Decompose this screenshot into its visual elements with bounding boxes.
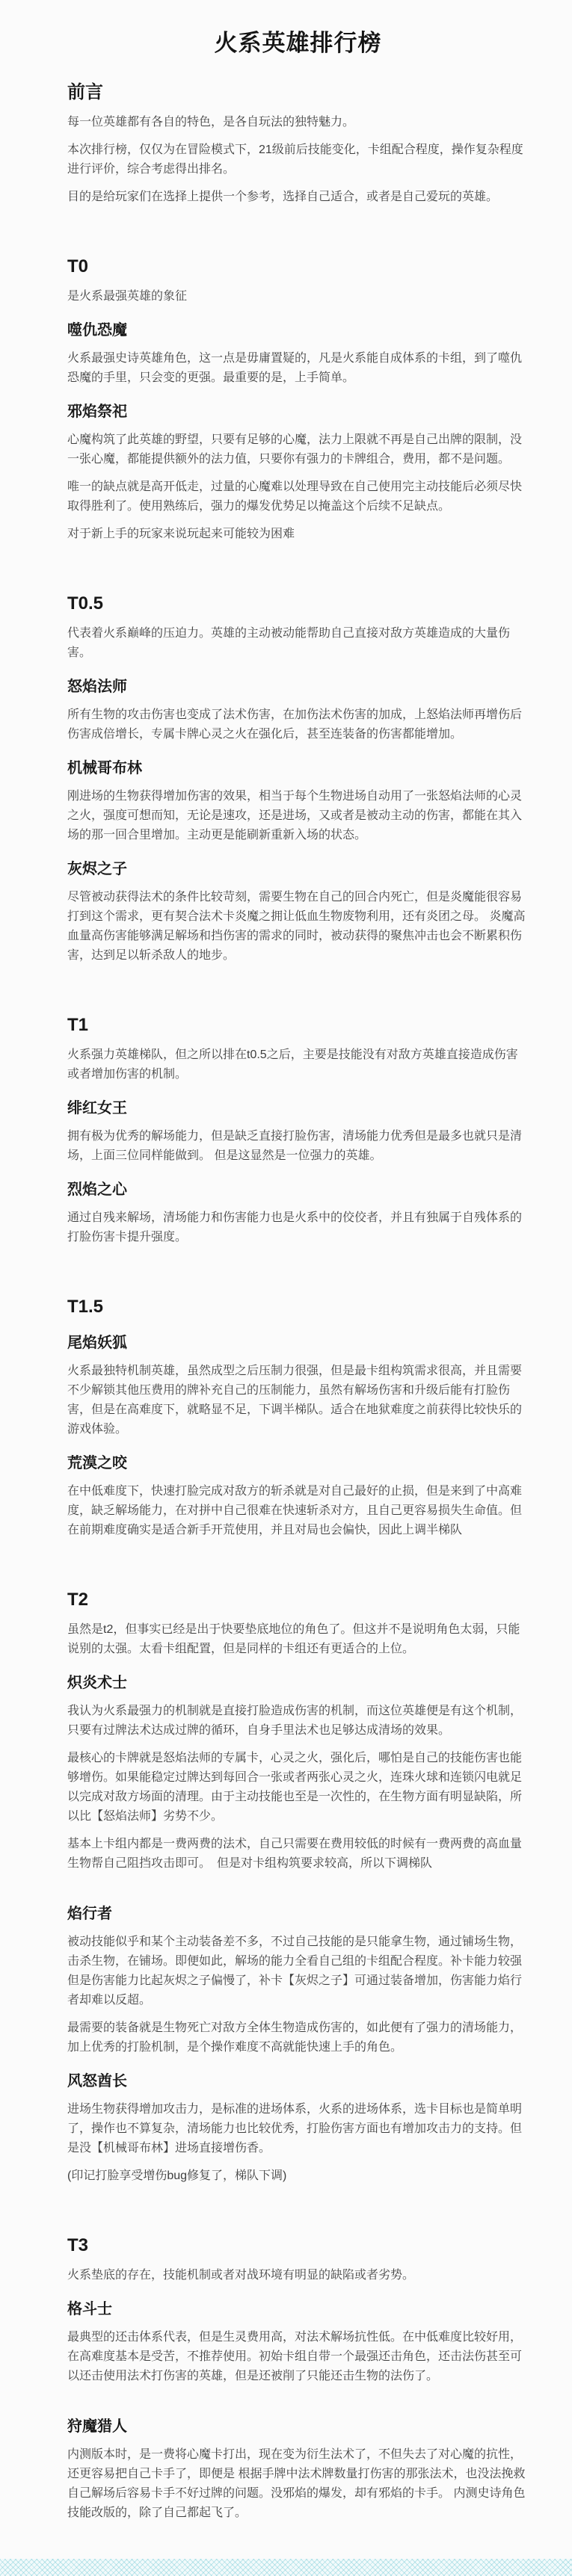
hero-name: 邪焰祭祀 [67, 404, 127, 420]
hero-paragraph: 唯一的缺点就是高开低走，过量的心魔难以处理导致在自己使用完主动技能后必须尽快取得胜利了。使用熟练后，强力的爆发优势足以掩盖这个后续不足缺点。 [67, 481, 523, 513]
hero-paragraph: 通过自残来解场，清场能力和伤害能力也是火系中的佼佼者，并且有独属于自残体系的打脸伤害卡提升强度。 [67, 1211, 523, 1244]
tier-description: 代表着火系巅峰的压迫力。英雄的主动被动能帮助自己直接对敌方英雄造成的大量伤害。 [67, 627, 511, 659]
section-heading-t0-5: T0.5 [67, 593, 104, 614]
hero-name: 炽炎术士 [67, 1675, 127, 1691]
hero-paragraph: 所有生物的攻击伤害也变成了法术伤害，在加伤法术伤害的加成，上怒焰法师再增伤后伤害成倍增长，专属卡牌心灵之火在强化后，甚至连装备的伤害都能增加。 [67, 708, 523, 741]
hero-paragraph: 对于新上手的玩家来说玩起来可能较为困难 [67, 528, 295, 540]
page-title: 火系英雄排行榜 [214, 30, 382, 56]
hero-name: 狩魔猎人 [67, 2418, 127, 2435]
section-heading-t1: T1 [67, 1015, 89, 1035]
hero-paragraph: 拥有极为优秀的解场能力，但是缺乏直接打脸伤害，清场能力优秀但是最多也就只是清场，上面三位同样能做到。 但是这显然是一位强力的英雄。 [67, 1130, 523, 1162]
section-heading-t1-5: T1.5 [67, 1297, 104, 1317]
tier-description: 是火系最强英雄的象征 [67, 290, 188, 303]
tier-description: 火系强力英雄梯队，但之所以排在t0.5之后，主要是技能没有对敌方英雄直接造成伤害或者增加伤害的机制。 [67, 1048, 518, 1081]
hero-name: 荒漠之咬 [67, 1455, 127, 1471]
hero-paragraph: 基本上卡组内都是一费两费的法术，自己只需要在费用较低的时候有一费两费的高血量生物帮自己阻挡攻击即可。 但是对卡组构筑要求较高，所以下调梯队 [67, 1838, 523, 1870]
hero-name: 噬仇恐魔 [67, 322, 127, 339]
hero-paragraph: 进场生物获得增加攻击力，是标准的进场体系，火系的进场体系，选卡目标也是简单明了，操作也不算复杂，清场能力也比较优秀，打脸伤害方面也有增加攻击力的支持。但是没【机械哥布林】进场直接增伤香。 [67, 2103, 523, 2155]
hero-paragraph: 心魔构筑了此英雄的野望，只要有足够的心魔，法力上限就不再是自己出牌的限制，没一张心魔，都能提供额外的法力值，只要你有强力的卡牌组合，费用，都不是问题。 [67, 433, 523, 466]
hero-name: 绯红女王 [67, 1100, 127, 1116]
hero-name: 格斗士 [67, 2301, 112, 2317]
hero-paragraph: 尽管被动获得法术的条件比较苛刻，需要生物在自己的回合内死亡，但是炎魔能很容易打到这个需求，更有契合法术卡炎魔之拥让低血生物废物利用，还有炎团之母。 炎魔高血量高伤害能够满足解场和挡伤害的需求的同时，被动获得的聚焦冲击也会不断累积伤害，达到足以斩杀敌人的地步。 [67, 891, 526, 962]
tier-description: 火系垫底的存在，技能机制或者对战环境有明显的缺陷或者劣势。 [67, 2269, 415, 2282]
hero-name: 烈焰之心 [67, 1182, 127, 1198]
section-heading-t3: T3 [67, 2235, 89, 2255]
hero-paragraph: 最需要的装备就是生物死亡对敌方全体生物造成伤害的，如此便有了强力的清场能力，加上优秀的打脸机制，是个操作难度不高就能快速上手的角色。 [67, 2021, 523, 2054]
hero-paragraph: 我认为火系最强力的机制就是直接打脸造成伤害的机制，而这位英雄便是有这个机制，只要有过牌法术达成过牌的循环，自身手里法术也足够达成清场的效果。 [67, 1705, 523, 1737]
paragraph: 目的是给玩家们在选择上提供一个参考，选择自己适合，或者是自己爱玩的英雄。 [67, 191, 499, 203]
hero-name: 焰行者 [67, 1906, 112, 1922]
section-heading-t0: T0 [67, 256, 89, 277]
tier-description: 虽然是t2，但事实已经是出于快要垫底地位的角色了。但这并不是说明角色太弱，只能说别的太强。太看卡组配置，但是同样的卡组还有更适合的上位。 [67, 1623, 520, 1655]
section-divider [67, 2186, 529, 2211]
section-divider [67, 966, 529, 991]
hero-name: 尾焰妖狐 [67, 1335, 127, 1351]
section-heading-preface: 前言 [67, 82, 103, 102]
hero-paragraph: 火系最强史诗英雄角色，这一点是毋庸置疑的，凡是火系能自成体系的卡组，到了噬仇恐魔的手里，只会变的更强。最重要的是，上手简单。 [67, 352, 523, 384]
paragraph-spacer [67, 1874, 529, 1890]
hero-name: 风怒酋长 [67, 2073, 127, 2089]
section-divider [67, 207, 529, 232]
hero-name: 灰烬之子 [67, 861, 127, 877]
hero-name: 机械哥布林 [67, 760, 142, 776]
paragraph: 本次排行榜，仅仅为在冒险模式下，21级前后技能变化，卡组配合程度，操作复杂程度进行评价，综合考虑得出排名。 [67, 143, 523, 176]
section-divider [67, 1540, 529, 1566]
hero-paragraph: 火系最独特机制英雄，虽然成型之后压制力很强，但是最卡组构筑需求很高，并且需要不少解锁其他压费用的牌补充自己的压制能力，虽然有解场伤害和升级后能有打脸伤害，但是在高难度下，就略显不足，下调半梯队。适合在地狱难度之前获得比较快乐的游戏体验。 [67, 1365, 523, 1436]
hero-paragraph: 最核心的卡牌就是怒焰法师的专属卡，心灵之火，强化后，哪怕是自己的技能伤害也能够增伤。如果能稳定过牌达到每回合一张或者两张心灵之火，连珠火球和连锁闪电就足以完成对敌方场面的清理。由于主动技能也至是一次性的，在生物方面有明显缺陷，所以比【怒焰法师】劣势不少。 [67, 1752, 523, 1823]
hero-paragraph: 刚进场的生物获得增加伤害的效果，相当于每个生物进场自动用了一张怒焰法师的心灵之火，强度可想而知，无论是速攻，还是进场，又或者是被动主动的伤害，都能在其入场的那一回合里增加。主动更是能刷新重新入场的状态。 [67, 790, 523, 841]
hero-paragraph: 在中低难度下，快速打脸完成对敌方的斩杀就是对自己最好的止损，但是来到了中高难度，缺乏解场能力，在对拼中自己很难在快速斩杀对方，且自己更容易损失生命值。但在前期难度确实是适合新手开荒使用，并且对局也会偏快，因此上调半梯队 [67, 1485, 523, 1536]
section-heading-t2: T2 [67, 1590, 89, 1610]
paragraph-spacer [67, 2386, 529, 2403]
hero-paragraph: 被动技能似乎和某个主动装备差不多，不过自己技能的是只能拿生物，通过铺场生物，击杀生物，在铺场。即便如此，解场的能力全看自己组的卡组配合程度。补卡能力较强但是伤害能力比起灰烬之子偏慢了，补卡【灰烬之子】可通过装备增加，伤害能力焰行者却难以反超。 [67, 1936, 523, 2007]
section-divider [67, 544, 529, 569]
hero-name: 怒焰法师 [67, 679, 127, 695]
paragraph: 每一位英雄都有各自的特色，是各自玩法的独特魅力。 [67, 116, 355, 129]
hero-paragraph: 内测版本时，是一费将心魔卡打出，现在变为衍生法术了，不但失去了对心魔的抗性，还更容易把自己卡手了，即便是 根据手牌中法术牌数量打伤害的那张法术，也没法挽救自己解场后容易卡手不好过牌的问题。没邪焰的爆发，却有邪焰的卡手。 内测史诗角色技能改版的，除了自己都起飞了。 [67, 2448, 526, 2519]
hero-paragraph: (印记打脸享受增伤bug修复了，梯队下调) [67, 2169, 287, 2182]
section-divider [67, 1247, 529, 1273]
hero-paragraph: 最典型的还击体系代表，但是生灵费用高，对法术解场抗性低。在中低难度比较好用，在高难度基本是受苦，不推荐使用。初始卡组自带一个最强还击角色，还击法伤甚至可以还击使用法术打伤害的英雄，但是还被削了只能还击生物的法伤了。 [67, 2331, 523, 2382]
page-footer-pattern [0, 2559, 572, 2576]
